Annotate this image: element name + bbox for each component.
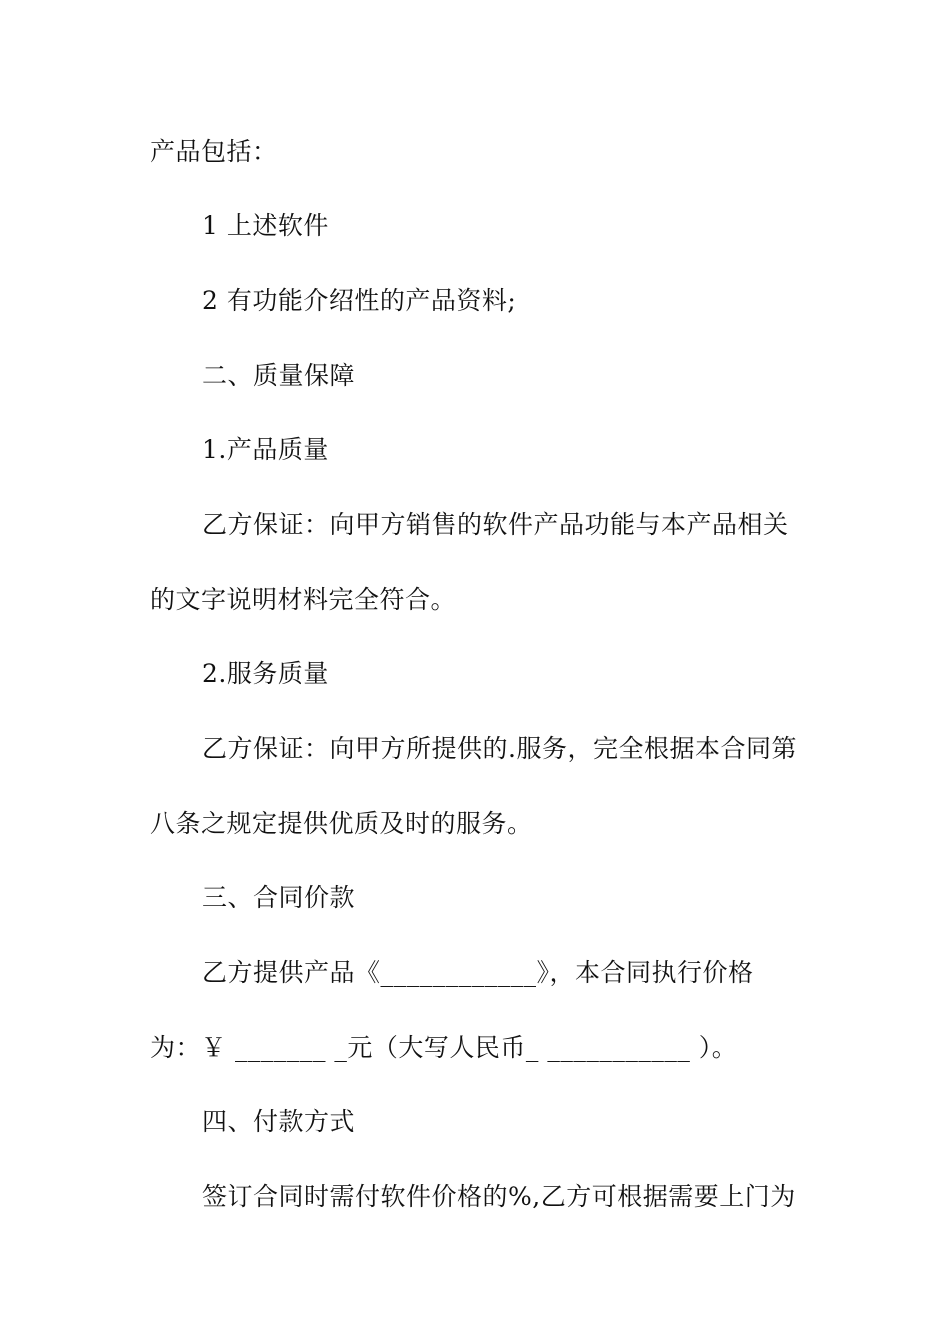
paragraph-line: 乙方提供产品《____________》，本合同执行价格: [202, 958, 754, 987]
paragraph-line: 八条之规定提供优质及时的服务。: [150, 809, 533, 838]
paragraph-line: 的文字说明材料完全符合。: [150, 585, 457, 614]
text-line-products-include: 产品包括：: [150, 137, 278, 166]
paragraph-line: 乙方保证：向甲方所提供的.服务，完全根据本合同第: [202, 734, 797, 763]
section-heading-payment-method: 四、付款方式: [202, 1107, 356, 1136]
section-heading-contract-price: 三、合同价款: [202, 883, 356, 912]
paragraph-line-price: 为：￥ _______ _元（大写人民币_ ___________ ）。: [150, 1033, 738, 1062]
section-heading-quality-assurance: 二、质量保障: [202, 361, 356, 390]
paragraph-line: 乙方保证：向甲方销售的软件产品功能与本产品相关: [202, 510, 789, 539]
list-item-product-materials: 2 有功能介绍性的产品资料;: [202, 286, 517, 315]
subheading-product-quality: 1.产品质量: [202, 435, 329, 464]
list-item-software: 1 上述软件: [202, 211, 329, 240]
paragraph-line: 签订合同时需付软件价格的%,乙方可根据需要上门为: [202, 1182, 796, 1211]
subheading-service-quality: 2.服务质量: [202, 659, 329, 688]
